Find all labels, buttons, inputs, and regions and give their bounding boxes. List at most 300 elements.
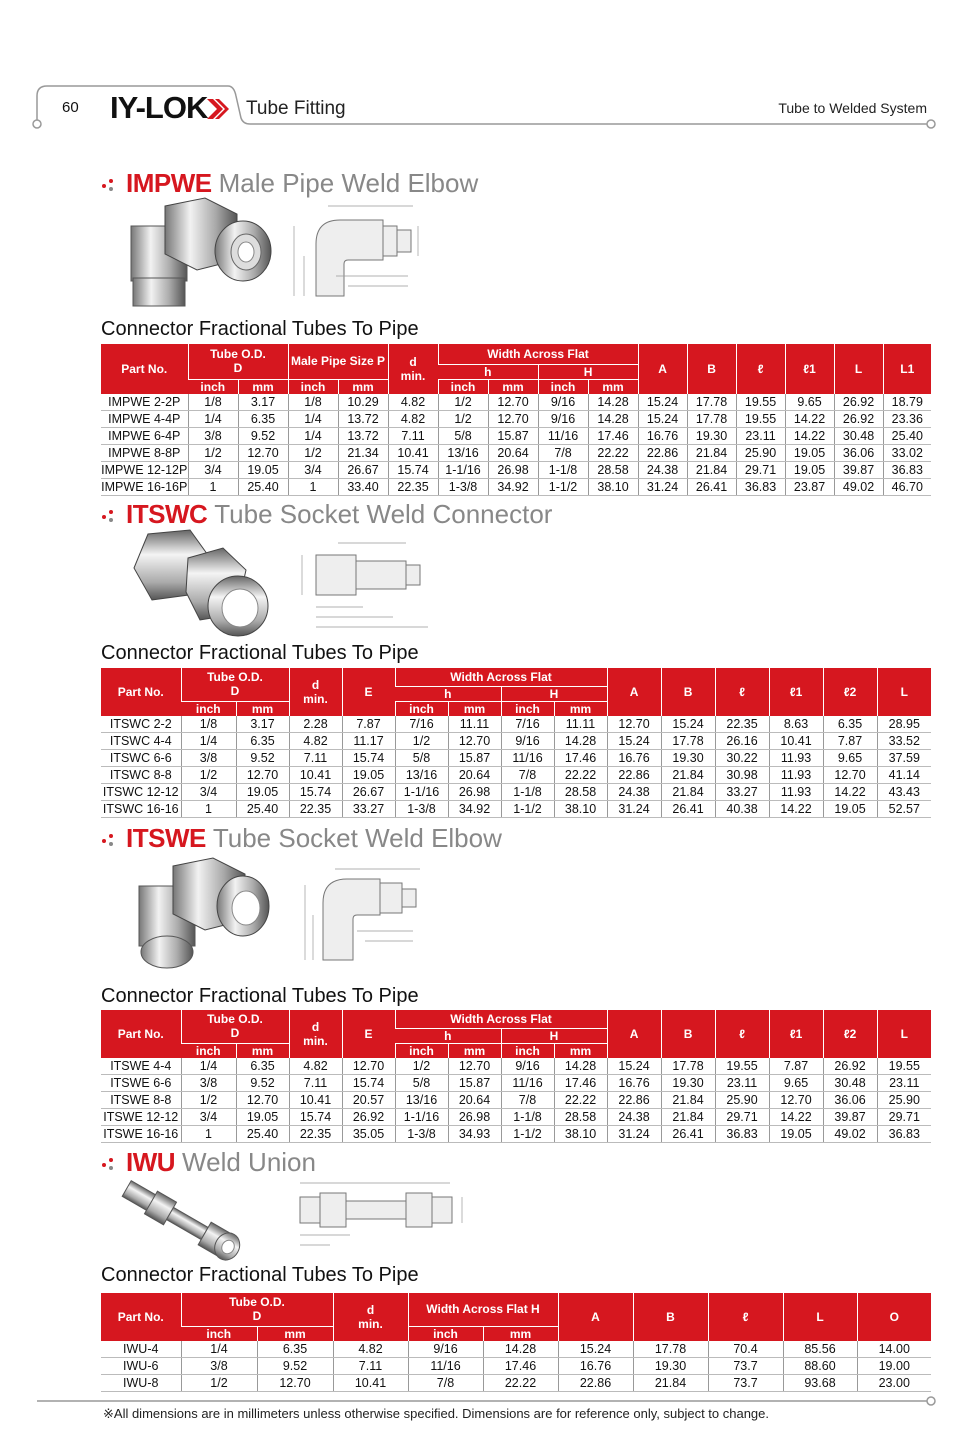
value-cell: 19.55 xyxy=(736,394,785,411)
value-cell: 15.87 xyxy=(448,749,501,766)
col-tube-od: Tube O.D. D xyxy=(181,1293,333,1326)
sub-header-cell: mm xyxy=(257,1326,333,1341)
technical-drawing-elbow xyxy=(288,196,428,316)
value-cell: 26.92 xyxy=(823,1058,877,1075)
value-cell: 15.74 xyxy=(289,783,342,800)
value-cell: 17.78 xyxy=(661,1058,715,1075)
value-cell: 36.06 xyxy=(823,1091,877,1108)
value-cell: 7/8 xyxy=(501,766,554,783)
sub-header-cell: mm xyxy=(236,701,289,716)
part-number-cell: ITSWC 6-6 xyxy=(101,749,181,766)
value-cell: 22.35 xyxy=(715,716,769,733)
bullet-dots-icon xyxy=(100,505,122,525)
product-photo-elbow xyxy=(125,196,275,311)
value-cell: 36.83 xyxy=(736,478,785,495)
table-row xyxy=(101,716,931,733)
col-l-small: ℓ xyxy=(715,668,769,716)
header-section: Tube to Welded System xyxy=(778,100,927,116)
sub-header-cell: inch xyxy=(438,379,488,394)
col-male-pipe: Male Pipe Size P xyxy=(288,344,388,379)
technical-drawing-socket-elbow xyxy=(295,855,440,980)
value-cell: 19.55 xyxy=(715,1058,769,1075)
value-cell: 49.02 xyxy=(823,1125,877,1142)
col-b: B xyxy=(661,668,715,716)
value-cell: 19.05 xyxy=(236,783,289,800)
col-d: d min. xyxy=(289,668,342,716)
value-cell: 5/8 xyxy=(395,749,448,766)
value-cell: 23.11 xyxy=(715,1074,769,1091)
value-cell: 21.84 xyxy=(687,444,736,461)
value-cell: 4.82 xyxy=(333,1341,408,1358)
value-cell: 38.10 xyxy=(554,800,607,817)
col-width-across-flat: Width Across Flat xyxy=(395,1010,607,1028)
value-cell: 1/4 xyxy=(181,732,236,749)
value-cell: 1-1/16 xyxy=(395,1108,448,1125)
value-cell: 9.65 xyxy=(785,394,834,411)
spec-table-impwe xyxy=(101,344,931,496)
sub-header-cell: h xyxy=(395,1028,501,1043)
technical-drawing-weld-union xyxy=(290,1175,470,1255)
product-photo-weld-union xyxy=(118,1176,248,1266)
value-cell: 17.46 xyxy=(483,1357,558,1374)
value-cell: 11/16 xyxy=(408,1357,483,1374)
value-cell: 10.41 xyxy=(769,732,823,749)
value-cell: 25.40 xyxy=(236,1125,289,1142)
value-cell: 1/2 xyxy=(188,444,238,461)
value-cell: 14.22 xyxy=(769,1108,823,1125)
value-cell: 14.28 xyxy=(554,1058,607,1075)
sub-header-cell: inch xyxy=(181,701,236,716)
value-cell: 15.87 xyxy=(488,427,538,444)
value-cell: 46.70 xyxy=(883,478,931,495)
value-cell: 3.17 xyxy=(236,716,289,733)
value-cell: 16.76 xyxy=(607,1074,661,1091)
value-cell: 34.93 xyxy=(448,1125,501,1142)
value-cell: 36.83 xyxy=(877,1125,931,1142)
value-cell: 12.70 xyxy=(238,444,288,461)
sub-header-cell: inch xyxy=(538,379,588,394)
col-tube-od: Tube O.D. D xyxy=(181,1010,289,1043)
value-cell: 23.11 xyxy=(877,1074,931,1091)
value-cell: 4.82 xyxy=(388,394,438,411)
value-cell: 33.02 xyxy=(883,444,931,461)
value-cell: 1/4 xyxy=(288,410,338,427)
section-subtitle: Connector Fractional Tubes To Pipe xyxy=(101,642,419,664)
value-cell: 24.38 xyxy=(607,1108,661,1125)
value-cell: 15.24 xyxy=(607,1058,661,1075)
table-row xyxy=(101,766,931,783)
value-cell: 22.22 xyxy=(554,1091,607,1108)
part-number-cell: ITSWE 4-4 xyxy=(101,1058,181,1075)
col-l: L xyxy=(877,668,931,716)
value-cell: 19.05 xyxy=(823,800,877,817)
value-cell: 15.87 xyxy=(448,1074,501,1091)
sub-header-cell: mm xyxy=(554,1043,607,1058)
value-cell: 14.00 xyxy=(857,1341,931,1358)
section-subtitle: Connector Fractional Tubes To Pipe xyxy=(101,318,419,340)
value-cell: 22.22 xyxy=(554,766,607,783)
part-number-cell: ITSWE 12-12 xyxy=(101,1108,181,1125)
spec-table-itswe xyxy=(101,1010,931,1143)
value-cell: 17.78 xyxy=(687,410,736,427)
brand-logo: IY-LOK xyxy=(110,90,229,126)
value-cell: 1/2 xyxy=(438,394,488,411)
value-cell: 26.16 xyxy=(715,732,769,749)
sub-header-cell: inch xyxy=(188,379,238,394)
value-cell: 21.84 xyxy=(661,766,715,783)
value-cell: 33.27 xyxy=(715,783,769,800)
value-cell: 28.95 xyxy=(877,716,931,733)
value-cell: 14.28 xyxy=(554,732,607,749)
table-row xyxy=(101,1074,931,1091)
value-cell: 19.55 xyxy=(877,1058,931,1075)
value-cell: 88.60 xyxy=(783,1357,857,1374)
value-cell: 12.70 xyxy=(488,394,538,411)
table-row xyxy=(101,427,931,444)
col-l-small: ℓ xyxy=(708,1293,783,1341)
value-cell: 12.70 xyxy=(257,1374,333,1391)
col-a: A xyxy=(607,1010,661,1058)
sub-header-cell: h xyxy=(438,364,538,379)
part-number-cell: ITSWE 6-6 xyxy=(101,1074,181,1091)
value-cell: 7.11 xyxy=(333,1357,408,1374)
sub-header-cell: inch xyxy=(501,1043,554,1058)
col-width-across-flat: Width Across Flat xyxy=(395,668,607,686)
value-cell: 2.28 xyxy=(289,716,342,733)
value-cell: 11.93 xyxy=(769,783,823,800)
value-cell: 10.41 xyxy=(289,766,342,783)
value-cell: 19.30 xyxy=(687,427,736,444)
value-cell: 1 xyxy=(181,800,236,817)
value-cell: 14.22 xyxy=(785,410,834,427)
spec-table-iwu xyxy=(101,1293,931,1392)
value-cell: 9.52 xyxy=(238,427,288,444)
value-cell: 37.59 xyxy=(877,749,931,766)
value-cell: 23.11 xyxy=(736,427,785,444)
value-cell: 25.40 xyxy=(238,478,288,495)
value-cell: 26.98 xyxy=(448,783,501,800)
value-cell: 12.70 xyxy=(769,1091,823,1108)
value-cell: 1/2 xyxy=(181,1374,257,1391)
sub-header-cell: H xyxy=(501,686,607,701)
section-title-impwe: IMPWE Male Pipe Weld Elbow xyxy=(100,168,478,199)
value-cell: 28.58 xyxy=(588,461,638,478)
value-cell: 16.76 xyxy=(607,749,661,766)
value-cell: 19.05 xyxy=(342,766,395,783)
col-l-small: ℓ xyxy=(715,1010,769,1058)
value-cell: 36.83 xyxy=(715,1125,769,1142)
col-b: B xyxy=(687,344,736,394)
value-cell: 10.41 xyxy=(289,1091,342,1108)
value-cell: 1/2 xyxy=(181,1091,236,1108)
sub-header-cell: mm xyxy=(236,1043,289,1058)
value-cell: 1/2 xyxy=(288,444,338,461)
value-cell: 26.92 xyxy=(834,410,883,427)
value-cell: 13.72 xyxy=(338,410,388,427)
value-cell: 21.84 xyxy=(687,461,736,478)
value-cell: 15.24 xyxy=(558,1341,633,1358)
value-cell: 14.22 xyxy=(785,427,834,444)
col-o: O xyxy=(857,1293,931,1341)
value-cell: 31.24 xyxy=(638,478,687,495)
value-cell: 12.70 xyxy=(607,716,661,733)
sub-header-cell: mm xyxy=(554,701,607,716)
value-cell: 1/2 xyxy=(181,766,236,783)
value-cell: 34.92 xyxy=(448,800,501,817)
value-cell: 1-1/2 xyxy=(501,1125,554,1142)
value-cell: 22.22 xyxy=(483,1374,558,1391)
value-cell: 26.92 xyxy=(834,394,883,411)
value-cell: 19.05 xyxy=(769,1125,823,1142)
table-row xyxy=(101,1357,931,1374)
value-cell: 9.52 xyxy=(257,1357,333,1374)
value-cell: 3/4 xyxy=(181,1108,236,1125)
value-cell: 7/8 xyxy=(408,1374,483,1391)
value-cell: 14.28 xyxy=(588,410,638,427)
value-cell: 31.24 xyxy=(607,800,661,817)
value-cell: 18.79 xyxy=(883,394,931,411)
value-cell: 9.52 xyxy=(236,749,289,766)
value-cell: 11/16 xyxy=(501,1074,554,1091)
value-cell: 1/8 xyxy=(188,394,238,411)
value-cell: 19.05 xyxy=(785,461,834,478)
value-cell: 15.74 xyxy=(289,1108,342,1125)
value-cell: 25.40 xyxy=(236,800,289,817)
value-cell: 39.87 xyxy=(823,1108,877,1125)
value-cell: 9.65 xyxy=(769,1074,823,1091)
bullet-dots-icon xyxy=(100,829,122,849)
col-part-no: Part No. xyxy=(101,1293,181,1341)
value-cell: 4.82 xyxy=(289,732,342,749)
value-cell: 4.82 xyxy=(289,1058,342,1075)
header-title: Tube Fitting xyxy=(246,98,346,119)
part-number-cell: IWU-4 xyxy=(101,1341,181,1358)
table-row xyxy=(101,1374,931,1391)
value-cell: 93.68 xyxy=(783,1374,857,1391)
part-number-cell: IMPWE 8-8P xyxy=(101,444,188,461)
value-cell: 1 xyxy=(188,478,238,495)
col-a: A xyxy=(607,668,661,716)
value-cell: 25.40 xyxy=(883,427,931,444)
value-cell: 36.06 xyxy=(834,444,883,461)
part-number-cell: ITSWC 4-4 xyxy=(101,732,181,749)
value-cell: 17.78 xyxy=(687,394,736,411)
value-cell: 29.71 xyxy=(715,1108,769,1125)
col-l2-small: ℓ2 xyxy=(823,1010,877,1058)
col-width-across-flat: Width Across Flat xyxy=(438,344,638,364)
value-cell: 38.10 xyxy=(588,478,638,495)
value-cell: 9.52 xyxy=(236,1074,289,1091)
value-cell: 15.24 xyxy=(607,732,661,749)
value-cell: 30.48 xyxy=(823,1074,877,1091)
col-l1-small: ℓ1 xyxy=(785,344,834,394)
footnote: ※All dimensions are in millimeters unless otherwise specified. Dimensions are for reference only, subject to change. xyxy=(103,1406,770,1421)
col-b: B xyxy=(633,1293,708,1341)
table-row xyxy=(101,1091,931,1108)
value-cell: 21.84 xyxy=(661,783,715,800)
value-cell: 6.35 xyxy=(257,1341,333,1358)
sub-header-cell: h xyxy=(395,686,501,701)
value-cell: 10.41 xyxy=(388,444,438,461)
value-cell: 5/8 xyxy=(438,427,488,444)
value-cell: 7/16 xyxy=(501,716,554,733)
value-cell: 22.86 xyxy=(607,766,661,783)
table-row xyxy=(101,783,931,800)
value-cell: 16.76 xyxy=(558,1357,633,1374)
value-cell: 28.58 xyxy=(554,783,607,800)
value-cell: 12.70 xyxy=(448,1058,501,1075)
col-l2-small: ℓ2 xyxy=(823,668,877,716)
value-cell: 11/16 xyxy=(501,749,554,766)
value-cell: 20.64 xyxy=(448,1091,501,1108)
value-cell: 20.64 xyxy=(448,766,501,783)
value-cell: 31.24 xyxy=(607,1125,661,1142)
value-cell: 7/8 xyxy=(538,444,588,461)
sub-header-cell: H xyxy=(501,1028,607,1043)
value-cell: 1 xyxy=(288,478,338,495)
part-number-cell: IMPWE 12-12P xyxy=(101,462,188,477)
value-cell: 26.98 xyxy=(488,461,538,478)
value-cell: 4.82 xyxy=(388,410,438,427)
product-photo-connector xyxy=(128,528,273,643)
value-cell: 33.27 xyxy=(342,800,395,817)
value-cell: 85.56 xyxy=(783,1341,857,1358)
part-number-cell: IMPWE 2-2P xyxy=(101,394,188,411)
value-cell: 1-1/2 xyxy=(501,800,554,817)
bullet-dots-icon xyxy=(100,1153,122,1173)
section-subtitle: Connector Fractional Tubes To Pipe xyxy=(101,1264,419,1286)
value-cell: 11.17 xyxy=(342,732,395,749)
value-cell: 22.22 xyxy=(588,444,638,461)
value-cell: 15.24 xyxy=(661,716,715,733)
value-cell: 6.35 xyxy=(823,716,877,733)
value-cell: 11.93 xyxy=(769,766,823,783)
value-cell: 3/8 xyxy=(181,1357,257,1374)
part-number-cell: IMPWE 16-16P xyxy=(101,479,188,494)
value-cell: 30.48 xyxy=(834,427,883,444)
value-cell: 22.35 xyxy=(289,1125,342,1142)
value-cell: 11.11 xyxy=(448,716,501,733)
value-cell: 33.52 xyxy=(877,732,931,749)
value-cell: 26.41 xyxy=(661,800,715,817)
value-cell: 15.74 xyxy=(342,749,395,766)
table-row xyxy=(101,1341,931,1358)
value-cell: 14.22 xyxy=(823,783,877,800)
value-cell: 25.90 xyxy=(715,1091,769,1108)
value-cell: 8.63 xyxy=(769,716,823,733)
table-row xyxy=(101,732,931,749)
value-cell: 19.30 xyxy=(661,1074,715,1091)
col-d: d min. xyxy=(388,344,438,394)
value-cell: 21.84 xyxy=(661,1091,715,1108)
col-e: E xyxy=(342,668,395,716)
value-cell: 30.98 xyxy=(715,766,769,783)
value-cell: 21.84 xyxy=(633,1374,708,1391)
value-cell: 7.87 xyxy=(769,1058,823,1075)
part-number-cell: ITSWE 8-8 xyxy=(101,1091,181,1108)
value-cell: 1/8 xyxy=(181,716,236,733)
value-cell: 3/4 xyxy=(181,783,236,800)
value-cell: 9/16 xyxy=(538,394,588,411)
value-cell: 26.41 xyxy=(661,1125,715,1142)
col-l: L xyxy=(877,1010,931,1058)
value-cell: 1-1/8 xyxy=(538,461,588,478)
value-cell: 19.55 xyxy=(736,410,785,427)
col-l: L xyxy=(834,344,883,394)
part-number-cell: IMPWE 6-4P xyxy=(101,427,188,444)
value-cell: 26.41 xyxy=(687,478,736,495)
value-cell: 73.7 xyxy=(708,1357,783,1374)
part-number-cell: IWU-6 xyxy=(101,1357,181,1374)
sub-header-cell: mm xyxy=(448,1043,501,1058)
value-cell: 39.87 xyxy=(834,461,883,478)
value-cell: 17.78 xyxy=(661,732,715,749)
value-cell: 17.46 xyxy=(588,427,638,444)
value-cell: 1/2 xyxy=(395,1058,448,1075)
value-cell: 1-3/8 xyxy=(438,478,488,495)
value-cell: 29.71 xyxy=(736,461,785,478)
bullet-dots-icon xyxy=(100,174,122,194)
value-cell: 19.30 xyxy=(661,749,715,766)
value-cell: 1-1/16 xyxy=(395,783,448,800)
value-cell: 11.93 xyxy=(769,749,823,766)
value-cell: 13.72 xyxy=(338,427,388,444)
logo-chevrons-icon xyxy=(205,97,229,121)
value-cell: 1-1/8 xyxy=(501,783,554,800)
value-cell: 13/16 xyxy=(438,444,488,461)
col-l1-small: ℓ1 xyxy=(769,668,823,716)
col-l1-small: ℓ1 xyxy=(769,1010,823,1058)
sub-header-cell: inch xyxy=(408,1326,483,1341)
col-part-no: Part No. xyxy=(101,344,188,394)
value-cell: 14.22 xyxy=(769,800,823,817)
value-cell: 6.35 xyxy=(238,410,288,427)
value-cell: 12.70 xyxy=(236,1091,289,1108)
value-cell: 35.05 xyxy=(342,1125,395,1142)
value-cell: 40.38 xyxy=(715,800,769,817)
sub-header-cell: mm xyxy=(238,379,288,394)
value-cell: 3/8 xyxy=(181,1074,236,1091)
value-cell: 10.41 xyxy=(333,1374,408,1391)
value-cell: 12.70 xyxy=(448,732,501,749)
value-cell: 25.90 xyxy=(736,444,785,461)
value-cell: 9/16 xyxy=(501,1058,554,1075)
value-cell: 13/16 xyxy=(395,1091,448,1108)
col-tube-od: Tube O.D. D xyxy=(188,344,288,379)
value-cell: 73.7 xyxy=(708,1374,783,1391)
value-cell: 3/4 xyxy=(188,461,238,478)
value-cell: 19.05 xyxy=(238,461,288,478)
value-cell: 70.4 xyxy=(708,1341,783,1358)
value-cell: 9/16 xyxy=(408,1341,483,1358)
table-row xyxy=(101,1058,931,1075)
value-cell: 1/2 xyxy=(395,732,448,749)
table-row xyxy=(101,461,931,478)
value-cell: 9.65 xyxy=(823,749,877,766)
part-number-cell: ITSWE 16-16 xyxy=(101,1125,181,1142)
value-cell: 6.35 xyxy=(236,732,289,749)
page-number: 60 xyxy=(62,99,79,116)
value-cell: 7.87 xyxy=(342,716,395,733)
value-cell: 1 xyxy=(181,1125,236,1142)
sub-header-cell: inch xyxy=(288,379,338,394)
value-cell: 23.00 xyxy=(857,1374,931,1391)
sub-header-cell: H xyxy=(538,364,638,379)
value-cell: 34.92 xyxy=(488,478,538,495)
section-subtitle: Connector Fractional Tubes To Pipe xyxy=(101,985,419,1007)
value-cell: 21.84 xyxy=(661,1108,715,1125)
value-cell: 10.29 xyxy=(338,394,388,411)
